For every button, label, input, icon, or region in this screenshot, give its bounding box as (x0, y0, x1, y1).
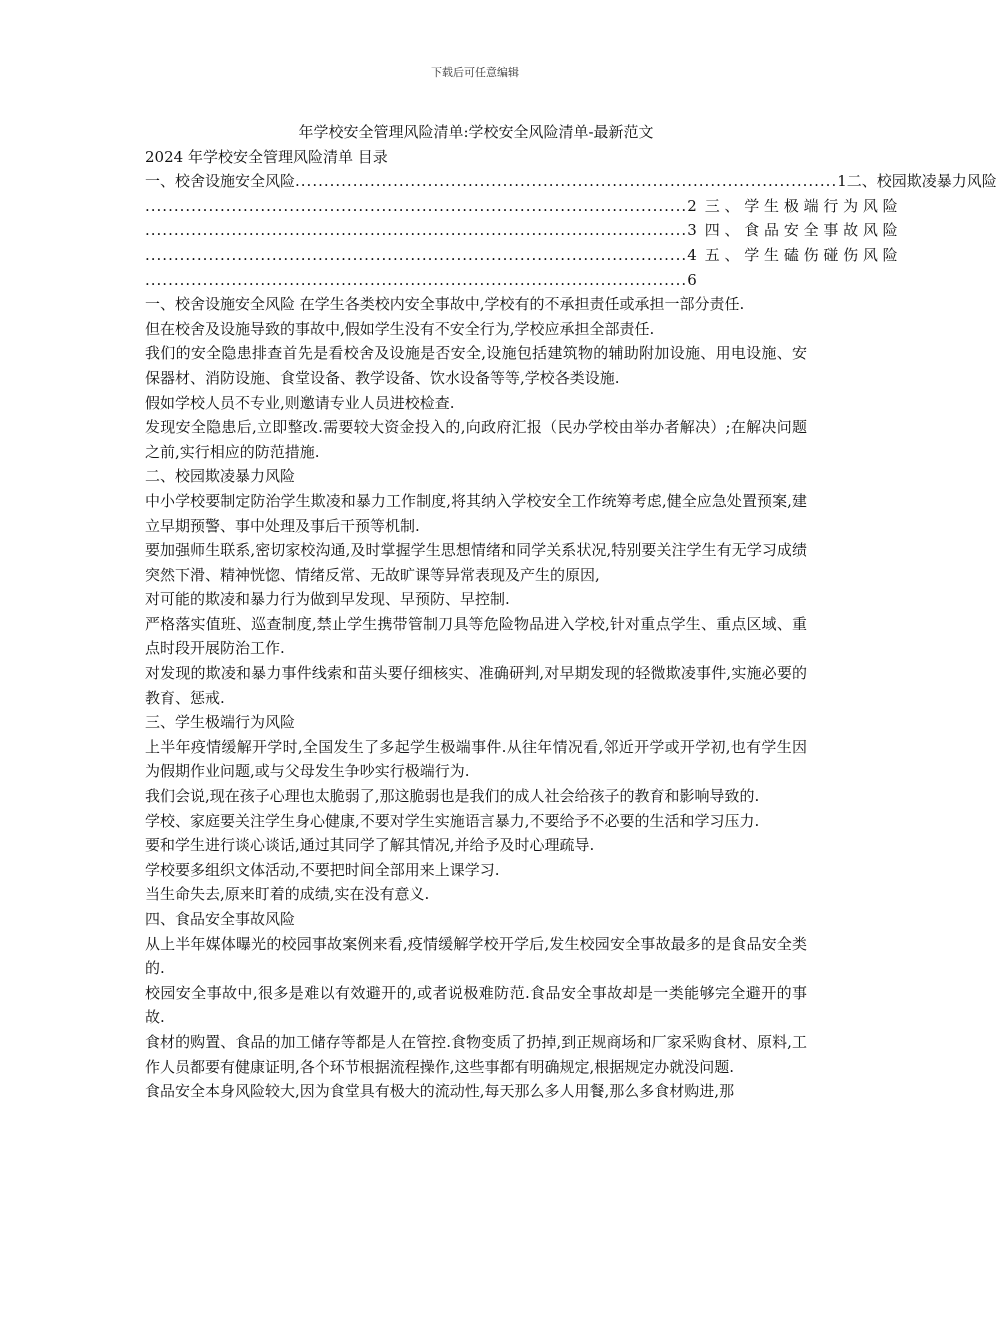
toc-page-3: 3 (687, 221, 697, 240)
body-paragraph: 严格落实值班、巡查制度,禁止学生携带管制刀具等危险物品进入学校,针对重点学生、重点区域、重点时段开展防治工作. (145, 614, 807, 658)
body-paragraph: 要加强师生联系,密切家校沟通,及时掌握学生思想情绪和同学关系状况,特别要关注学生有无学习成绩突然下滑、精神恍惚、情绪反常、无故旷课等异常表现及产生的原因, (145, 541, 807, 584)
toc-page-2: 2 (687, 196, 697, 215)
body-paragraph: 一、校舍设施安全风险 在学生各类校内安全事故中,学校有的不承担责任或承担一部分责任. (145, 295, 745, 314)
toc-line-3 (145, 218, 898, 243)
toc-entry-2: 二、校园欺凌暴力风险 (846, 172, 997, 191)
body-paragraph: 当生命失去,原来盯着的成绩,实在没有意义. (145, 885, 430, 904)
toc-entry-3: 三 、 学 生 极 端 行 为 风 险 (704, 196, 898, 215)
document-title: 年学校安全管理风险清单:学校安全风险清单-最新范文 (298, 123, 654, 141)
page-header: 下载后可任意编辑 (431, 66, 519, 79)
toc-heading: 2024 年学校安全管理风险清单 目录 (145, 147, 388, 166)
body-paragraph: 食品安全本身风险较大,因为食堂具有极大的流动性,每天那么多人用餐,那么多食材购进,那 (145, 1082, 735, 1101)
body-paragraph: 三、学生极端行为风险 (145, 713, 296, 732)
toc-leader: .............................................................................................. (295, 172, 838, 191)
body-paragraph: 从上半年媒体曝光的校园事故案例来看,疫情缓解学校开学后,发生校园安全事故最多的是食品安全类的. (145, 934, 807, 978)
body-paragraph: 我们会说,现在孩子心理也太脆弱了,那这脆弱也是我们的成人社会给孩子的教育和影响导致的. (145, 787, 760, 806)
toc-page-4: 4 (687, 245, 697, 264)
body-paragraph: 学校、家庭要关注学生身心健康,不要对学生实施语言暴力,不要给予不必要的生活和学习压力. (145, 811, 760, 830)
toc-page-5: 6 (687, 270, 697, 289)
toc-line-2 (145, 194, 898, 219)
body-paragraph: 四、食品安全事故风险 (145, 910, 296, 928)
body-paragraph: 对可能的欺凌和暴力行为做到早发现、早预防、早控制. (145, 590, 510, 609)
body-paragraph: 要和学生进行谈心谈话,通过其同学了解其情况,并给予及时心理疏导. (145, 836, 595, 855)
document-body (145, 120, 997, 1104)
toc-leader: .............................................................................................. (145, 245, 688, 264)
body-paragraph: 上半年疫情缓解开学时,全国发生了多起学生极端事件.从往年情况看,邻近开学或开学初,也有学生因为假期作业问题,或与父母发生争吵实行极端行为. (145, 737, 807, 781)
toc-leader: .............................................................................................. (145, 196, 688, 215)
toc-entry-1: 一、校舍设施安全风险 (145, 172, 296, 191)
body-paragraph: 二、校园欺凌暴力风险 (145, 467, 296, 486)
toc-entry-5: 五 、 学 生 磕 伤 碰 伤 风 险 (704, 245, 898, 264)
body-paragraph: 假如学校人员不专业,则邀请专业人员进校检查. (145, 393, 455, 412)
toc-page-1: 1 (837, 172, 847, 191)
body-paragraph: 学校要多组织文体活动,不要把时间全部用来上课学习. (145, 860, 500, 879)
body-paragraph: 对发现的欺凌和暴力事件线索和苗头要仔细核实、准确研判,对早期发现的轻微欺凌事件,实施必要的教育、惩戒. (145, 664, 807, 707)
body-paragraphs (145, 292, 807, 1104)
toc-leader: .............................................................................................. (145, 221, 688, 240)
body-paragraph: 食材的购置、食品的加工储存等都是人在管控.食物变质了扔掉,到正规商场和厂家采购食材、原料,工作人员都要有健康证明,各个环节根据流程操作,这些事都有明确规定,根据规定办就没问题. (145, 1032, 807, 1076)
toc-entry-4: 四 、 食 品 安 全 事 故 风 险 (704, 221, 898, 240)
toc-line-5 (145, 268, 807, 293)
toc-leader: .............................................................................................. (145, 270, 688, 289)
body-paragraph: 发现安全隐患后,立即整改.需要较大资金投入的,向政府汇报（民办学校由举办者解决）;在解决问题之前,实行相应的防范措施. (145, 418, 807, 461)
toc-line-1 (145, 169, 997, 194)
body-paragraph: 中小学校要制定防治学生欺凌和暴力工作制度,将其纳入学校安全工作统筹考虑,健全应急处置预案,建立早期预警、事中处理及事后干预等机制. (145, 491, 807, 535)
body-paragraph: 我们的安全隐患排查首先是看校舍及设施是否安全,设施包括建筑物的辅助附加设施、用电设施、安保器材、消防设施、食堂设备、教学设备、饮水设备等等,学校各类设施. (145, 344, 807, 387)
body-paragraph: 校园安全事故中,很多是难以有效避开的,或者说极难防范.食品安全事故却是一类能够完全避开的事故. (145, 983, 807, 1027)
toc-line-4 (145, 243, 898, 268)
body-paragraph: 但在校舍及设施导致的事故中,假如学生没有不安全行为,学校应承担全部责任. (145, 319, 655, 338)
